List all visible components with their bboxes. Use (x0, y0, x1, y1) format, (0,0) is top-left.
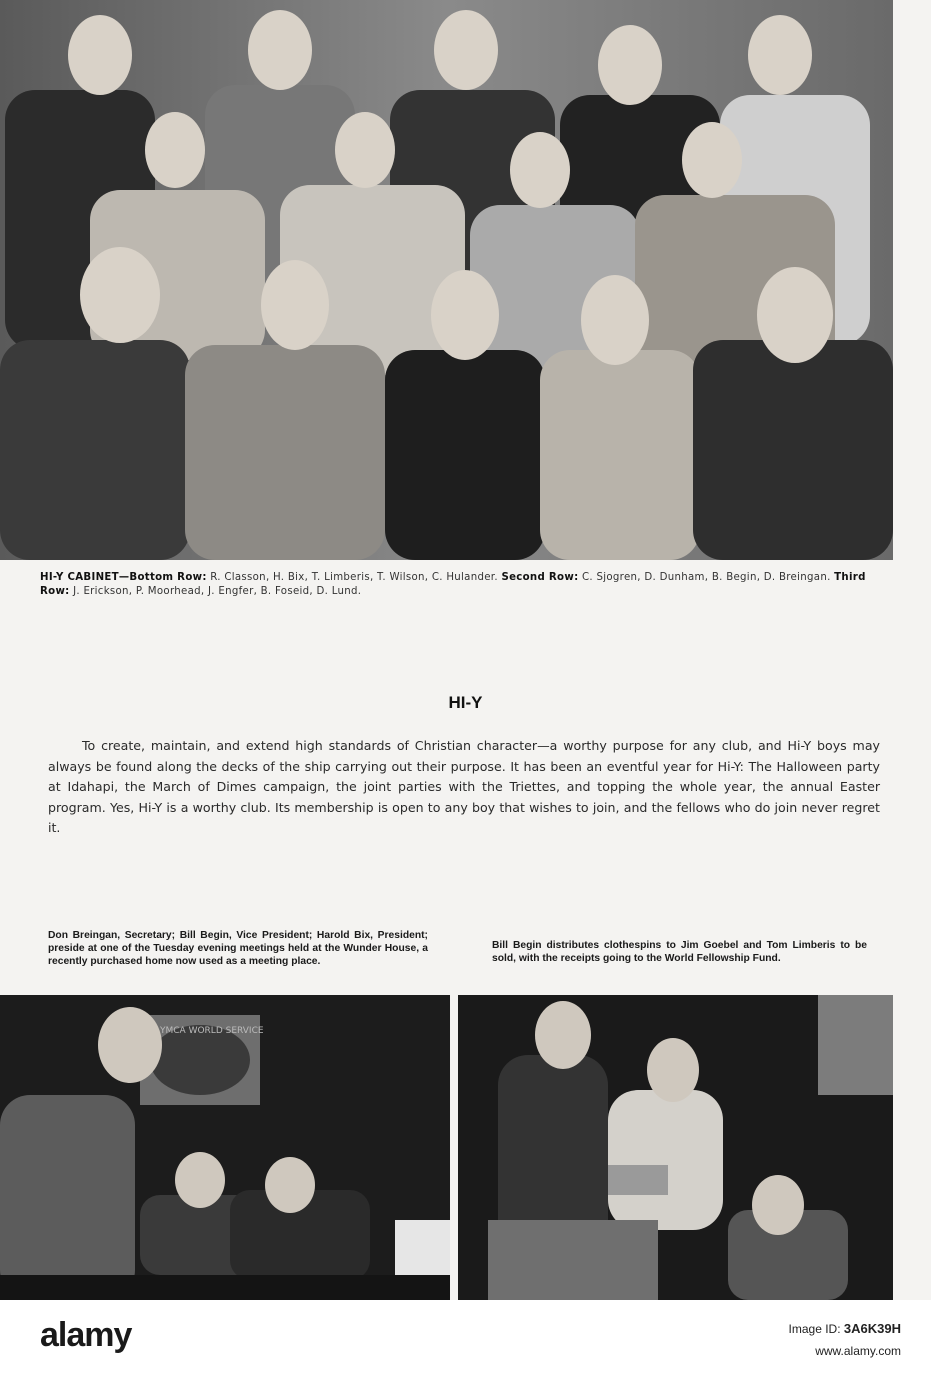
group-photo-caption (40, 571, 880, 599)
clothespin-photo (458, 995, 893, 1300)
row3-label: Third Row: (40, 572, 866, 597)
meeting-photo (0, 995, 450, 1300)
row1-label: Bottom Row: (129, 572, 207, 583)
image-id: 3A6K39H (843, 1321, 901, 1336)
image-id-block (789, 1318, 901, 1362)
alamy-logo: alamy (40, 1316, 132, 1354)
row2-names: C. Sjogren, D. Dunham, B. Begin, D. Breingan. (578, 572, 835, 583)
row3-names: J. Erickson, P. Moorhead, J. Engfer, B. Foseid, D. Lund. (69, 586, 362, 597)
group-photo (0, 0, 893, 560)
body-paragraph: To create, maintain, and extend high standards of Christian character—a worthy purpose for any club, and Hi-Y boys may always be found along the decks of the ship carrying out their purpose. It has been an eventful year for Hi-Y: The Halloween party at Idahapi, the March of Dimes campaign, the joint parties with the Triettes, and topping the whole year, the annual Easter program. Yes, Hi-Y is a worthy club. Its membership is open to any boy that wishes to join, and the fellows who do join never regret it. (48, 738, 880, 835)
poster-text: YMCA WORLD SERVICE (160, 1026, 264, 1036)
row2-label: Second Row: (501, 572, 579, 583)
page-title: HI-Y (448, 693, 483, 712)
clothespin-photo-caption: Bill Begin distributes clothespins to Jim Goebel and Tom Limberis to be sold, with the receipts going to the World Fellowship Fund. (492, 940, 867, 964)
caption-label: HI-Y CABINET— (40, 572, 130, 583)
meeting-photo-caption: Don Breingan, Secretary; Bill Begin, Vice President; Harold Bix, President; preside at one of the Tuesday evening meetings held at the Wunder House, a recently purchased home now used as a meeting place. (48, 930, 428, 967)
website: www.alamy.com (815, 1344, 901, 1358)
row1-names: R. Classon, H. Bix, T. Limberis, T. Wilson, C. Hulander. (206, 572, 502, 583)
image-id-label: Image ID: (788, 1322, 841, 1336)
